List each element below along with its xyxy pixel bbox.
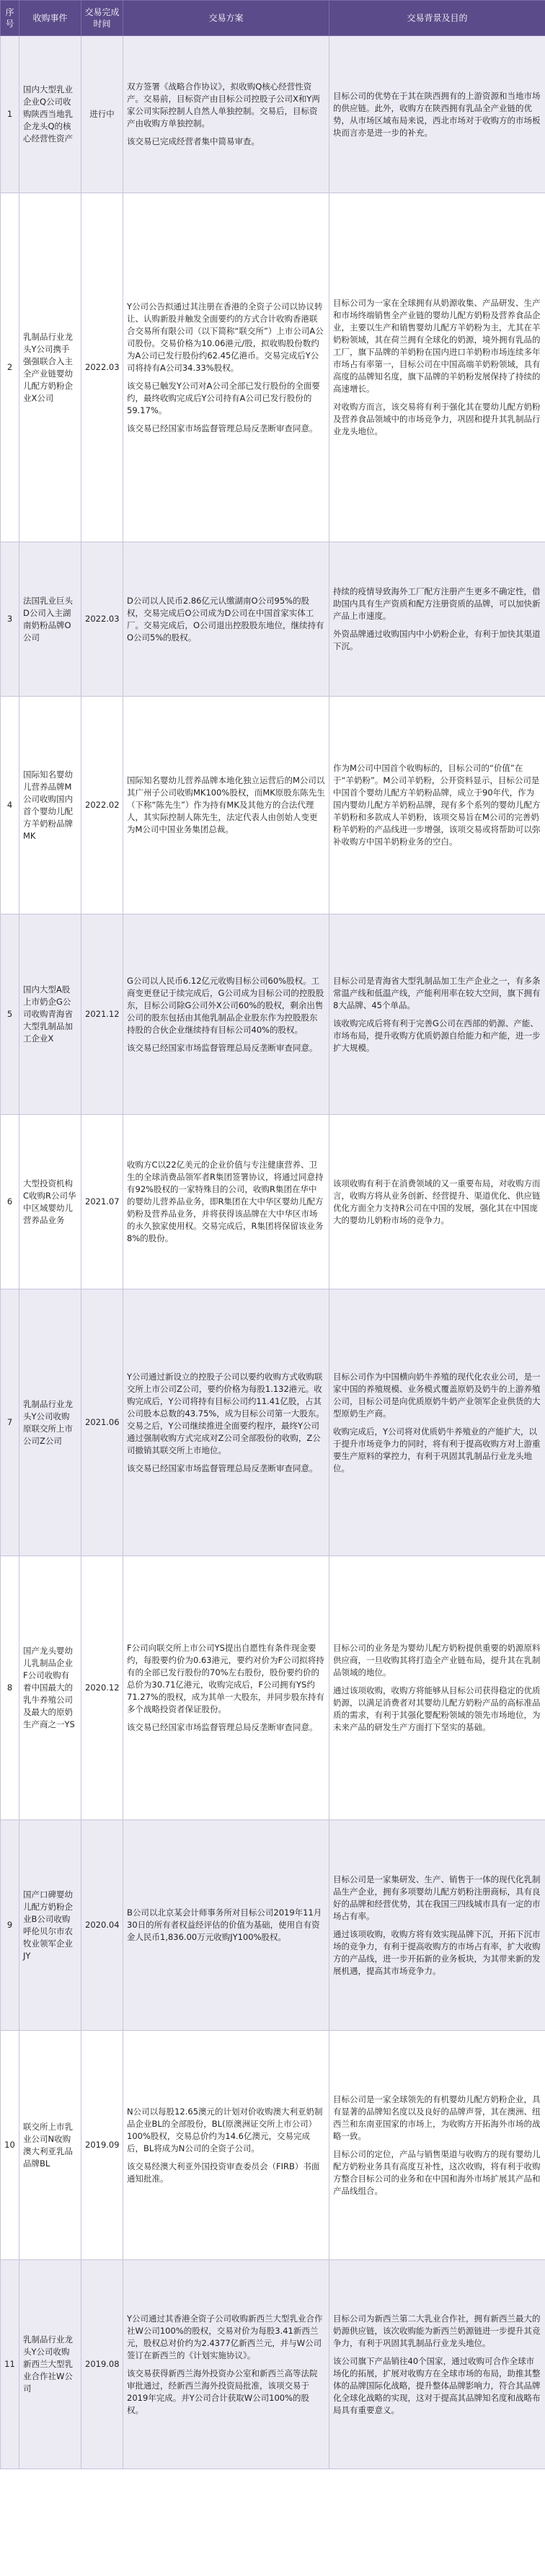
plan-paragraph: 该交易已经国家市场监督管理总局反垄断审查同意。 — [127, 423, 318, 433]
row-number: 4 — [1, 697, 19, 914]
deal-plan — [123, 193, 329, 542]
completion-time: 2022.03 — [81, 193, 123, 542]
table-row — [1, 193, 545, 542]
plan-paragraph: F公司向联交所上市公司YS提出自愿性有条件现金要约，每股要约价为0.63港元，要约对价为F公司拟将持有的全部已发行股份的70%左右股份，股份要约价的总价为30.71亿港元，收购完成后，F公司拥有YS约71.27%的股权，成为其单一大股东，并同步股东持有多个战略投资者保证股份。 — [127, 1643, 324, 1714]
deal-background — [329, 697, 545, 914]
deal-plan — [123, 2031, 329, 2260]
row-number: 6 — [1, 1115, 19, 1289]
deal-background — [329, 193, 545, 542]
acquisition-event: 国际知名婴幼儿营养品牌M公司收购国内首个婴幼儿配方羊奶粉品牌MK — [19, 697, 81, 914]
deal-plan — [123, 1556, 329, 1820]
background-paragraph: 目标公司是一家集研发、生产、销售于一体的现代化乳制品生产企业，拥有多项婴幼儿配方奶粉注册商标，具有良好的品牌和经营优势，其在我国三四线城市具有一定的市场占有率。 — [333, 1874, 541, 1921]
deal-plan — [123, 542, 329, 697]
header-event: 收购事件 — [19, 1, 81, 36]
background-paragraph: 该收购完成后将有利于完善G公司在西部的奶源、产能、市场布局，提升收购方优质奶源自给能力和产能，进一步扩大规模。 — [333, 1018, 541, 1053]
background-paragraph: 作为M公司中国首个收购标的，目标公司的“价值”在于“羊奶粉”。M公司羊奶粉，公开资料显示，目标公司是中国首个婴幼儿配方羊奶粉品牌，成立于90年代，作为国内婴幼儿配方羊奶粉品牌，现有多个系列的婴幼儿配方羊奶粉和多款成人羊奶粉，该项交易旨在M公司的完善奶粉羊奶粉的产品线进一步增强，该项交易或将帮助可以弥补收购方中国羊奶粉业务的空白。 — [333, 763, 541, 847]
deal-background — [329, 1289, 545, 1556]
background-paragraph: 目标公司为新西兰第二大乳业合作社，拥有新西兰最大的奶源供应链，该次收购能为新西兰奶源链进一步提升其竞争力，有利于巩固其乳制品行业龙头地位。 — [333, 2313, 541, 2348]
deal-background — [329, 36, 545, 193]
deal-background — [329, 914, 545, 1115]
acquisition-event: 乳制品行业龙头Y公司携手强强联合入主全产业链婴幼儿配方奶粉企业X公司 — [19, 193, 81, 542]
background-paragraph: 目标公司的优势在于其在陕西拥有的上游资源和当地市场的供应链。此外，收购方在陕西拥有乳品全产业链的优势，从市场区域布局来说，西北市场对于收购方的市场板块而言亦是进一步的补充。 — [333, 90, 541, 138]
completion-time: 2020.04 — [81, 1820, 123, 2031]
table-row — [1, 542, 545, 697]
row-number: 9 — [1, 1820, 19, 2031]
plan-paragraph: 该交易已经国家市场监督管理总局反垄断审查同意。 — [127, 1722, 318, 1732]
acquisition-event: 国内大型乳业企业Q公司收购陕西当地乳企龙头Q的核心经营性资产 — [19, 36, 81, 193]
row-number: 8 — [1, 1556, 19, 1820]
plan-paragraph: G公司以人民币6.12亿元收购目标公司60%股权。工商变更登记于续完成后，G公司成为目标公司的控股股东，目标公司除G公司外X公司60%的股权，剩余出售公司的股东包括由其他乳制品企业股东作为控股股东持股的合伙企业继续持有目标公司40%的股权。 — [127, 975, 324, 1035]
plan-paragraph: 该交易经澳大利亚外国投资审查委员会（FIRB）书面通知批准。 — [127, 2161, 320, 2184]
deal-plan — [123, 1289, 329, 1556]
background-paragraph: 目标公司为一家在全球拥有从奶源收集、产品研发、生产和市场终端销售全产业链的婴幼儿配方奶粉及营养食品企业，主要以生产和销售婴幼儿配方羊奶粉为主，尤其在羊奶粉领域，其在荷兰拥有全球化的奶源，境外拥有乳品的工厂，旗下品牌的羊奶粉在国内进口羊奶粉市场连续多年市场占有率第一，目标公司在中国高端羊奶粉领域，具有高度的品牌知名度，旗下品牌的羊奶粉发展保持了持续的高速增长。 — [333, 298, 541, 394]
deal-background — [329, 2031, 545, 2260]
completion-time: 2022.02 — [81, 697, 123, 914]
acquisition-event: 乳制品行业龙头Y公司收购新西兰大型乳业合作社W公司 — [19, 2260, 81, 2469]
row-number: 10 — [1, 2031, 19, 2260]
acquisition-event: 法国乳业巨头D公司入主湖南奶粉品牌O公司 — [19, 542, 81, 697]
table-header-row — [1, 1, 545, 36]
header-time: 交易完成时间 — [81, 1, 123, 36]
header-num: 序号 — [1, 1, 19, 36]
completion-time: 2020.12 — [81, 1556, 123, 1820]
deal-background — [329, 542, 545, 697]
plan-paragraph: N公司以每股12.65澳元的计划对价收购澳大利亚奶制品企业BL的全部股份，BL(原澳洲证交所上市公司）100%股权，交易总价约为14.6亿澳元，交易完成后，BL将成为N公司的全资子公司。 — [127, 2106, 323, 2153]
deal-plan — [123, 1115, 329, 1289]
background-paragraph: 目标公司的业务是为婴幼儿配方奶粉提供重要的奶源原料供应商，一旦收购其将打造全产业链布局，提升其在乳制品领域的地位。 — [333, 1643, 541, 1677]
background-paragraph: 目标公司作为中国横向奶牛养殖的现代化农业公司，是一家中国的养殖规模、业务模式覆盖原奶及奶牛的上游养殖公司，目标公司是向优质原奶牛奶产业领军企业供货的大型原奶生产商。 — [333, 1371, 541, 1419]
background-paragraph: 通过该项收购，收购方将有效实现品牌下沉，开拓下沉市场的竞争力，有利于提高收购方的市场占有率，扩大收购方的产品线，进一步开拓新的业务板块，为其带来新的发展机遇，提高其市场竞争力。 — [333, 1928, 541, 1976]
table-row — [1, 1115, 545, 1289]
completion-time: 2019.08 — [81, 2260, 123, 2469]
table-row — [1, 914, 545, 1115]
acquisition-event: 大型投资机构C收购R公司华中区域婴幼儿营养品业务 — [19, 1115, 81, 1289]
background-paragraph: 对收购方而言，该交易将有利于强化其在婴幼儿配方奶粉及营养食品领域中的市场竞争力，巩固和提升其乳制品行业龙头地位。 — [333, 402, 541, 436]
completion-time: 2021.06 — [81, 1289, 123, 1556]
completion-time: 2021.12 — [81, 914, 123, 1115]
background-paragraph: 该项收购有利于在消费领域的又一重要布局，对收购方而言，收购方将从业务创新、经营提升、渠道优化、供应链优化方面全力支持R公司在中国的发展，强化其在中国庞大的婴幼儿奶粉市场的竞争力。 — [333, 1178, 541, 1225]
deal-plan — [123, 697, 329, 914]
completion-time: 2022.03 — [81, 542, 123, 697]
completion-time: 2021.07 — [81, 1115, 123, 1289]
plan-paragraph: 收购方C以22亿美元的企业价值与专注健康营养、卫生的全球消费品领军者R集团签署协议，将通过同意持有92%股权的一家特殊目的公司，收购R集团在华中的婴幼儿营养品业务，即R集团在大中华区婴幼儿配方奶粉及营养品业务，并将获得该品牌在大中华区市场的永久独家使用权。交易完成后，R集团将保留该业务8%的股份。 — [127, 1160, 324, 1243]
row-number: 1 — [1, 36, 19, 193]
acquisition-event: 联交所上市乳业公司N收购澳大利亚乳品品牌BL — [19, 2031, 81, 2260]
deal-background — [329, 1820, 545, 2031]
background-paragraph: 外资品牌通过收购国内中小奶粉企业，有利于加快其渠道下沉。 — [333, 629, 541, 651]
row-number: 2 — [1, 193, 19, 542]
plan-paragraph: 该交易已触发Y公司对A公司全部已发行股份的全面要约，最终收购完成后Y公司持有A公司已发行股份的59.17%。 — [127, 380, 320, 415]
background-paragraph: 持续的疫情导致海外工厂配方注册产生更多不确定性，借助国内具有生产资质和配方注册资质的品牌，可以加快新产品上市速度。 — [333, 586, 541, 621]
acquisition-event: 国产龙头婴幼儿乳制品企业F公司收购有着中国最大的乳牛养殖公司及最大的原奶生产商之一YS — [19, 1556, 81, 1820]
deal-background — [329, 1115, 545, 1289]
header-background: 交易背景及目的 — [329, 1, 545, 36]
table-row — [1, 1820, 545, 2031]
plan-paragraph: D公司以人民币2.86亿元认缴湖南O公司95%的股权，交易完成后O公司成为D公司在中国首家实体工厂。交易完成后，O公司退出控股股东地位，继续持有O公司5%的股权。 — [127, 595, 324, 643]
table-row — [1, 1289, 545, 1556]
background-paragraph: 目标公司的定位，产品与销售渠道与收购方的现有婴幼儿配方奶粉业务具有高度互补性，这次收购，将有利于收购方整合目标公司的业务和在中国和海外市场扩展其产品和产品线组合。 — [333, 2148, 541, 2196]
plan-paragraph: 该交易已经国家市场监督管理总局反垄断审查同意。 — [127, 1463, 318, 1473]
table-row — [1, 2031, 545, 2260]
background-paragraph: 收购完成后，Y公司将对优质奶牛养殖业的产能扩大，以于提升市场竞争力的同时，将有利于提高收购方对上游重要生产原料的掌控力，有利于巩固其乳制品行业龙头地位。 — [333, 1426, 541, 1473]
row-number: 5 — [1, 914, 19, 1115]
deal-background — [329, 2260, 545, 2469]
acquisition-event: 乳制品行业龙头Y公司收购原联交所上市公司Z公司 — [19, 1289, 81, 1556]
table-row — [1, 2260, 545, 2469]
acquisition-event: 国内大型A股上市奶企G公司收购青海省大型乳制品加工企业X — [19, 914, 81, 1115]
background-paragraph: 目标公司是一家全球领先的有机婴幼儿配方奶粉企业，具有显著的品牌知名度以及良好的品牌声誉，其在澳洲、纽西兰和东南亚国家的市场上，为收购方开拓海外市场的战略一致。 — [333, 2094, 541, 2141]
plan-paragraph: Y公司通过其香港全资子公司收购新西兰大型乳业合作社W公司100%的股权，交易对价为每股3.41新西兰元，股权总对价约为2.4377亿新西兰元，并与W公司签订在新西兰的《计划实施协议》。 — [127, 2313, 323, 2360]
plan-paragraph: 双方签署《战略合作协议》，拟收购Q核心经营性资产。交易前，目标资产由目标公司控股子公司X和Y两家公司实际控制人自然人单独控制。交易后，目标资产由收购方单独控制。 — [127, 81, 320, 128]
table-row — [1, 1556, 545, 1820]
plan-paragraph: 该交易已完成经营者集中简易审查。 — [127, 136, 260, 146]
completion-time: 2019.09 — [81, 2031, 123, 2260]
plan-paragraph: B公司以北京某会计师事务所对目标公司2019年11月30日的所有者权益经评估的价值为基础，使用自有资金人民币1,836.00万元收购JY100%股权。 — [127, 1907, 322, 1942]
acquisition-event: 国产口碑婴幼儿配方奶粉企业B公司收购呼伦贝尔市农牧业领军企业JY — [19, 1820, 81, 2031]
plan-paragraph: 国际知名婴幼儿营养品牌本地化独立运营后的M公司以其广州子公司收购MK100%股权，而MK原股东陈先生（下称“陈先生”）作为持有MK及其他方的合法代理人，其实际控制人陈先生，法定代表人由创始人变更为M公司中国业务集团总裁。 — [127, 775, 325, 834]
table-row — [1, 36, 545, 193]
table-row — [1, 697, 545, 914]
deal-plan — [123, 1820, 329, 2031]
plan-paragraph: Y公司通过新设立的控股子公司以要约收购方式收购联交所上市公司Z公司，要约价格为每股1.132港元。收购完成后，Y公司将持有目标公司约11.41亿股，占其公司股本总数的43.75%，成为目标公司第一大股东。交易之后，Y公司继续推进全面要约程序，最终Y公司通过强制收购方式完成对Z公司全部股份的收购，Z公司撤销其联交所上市地位。 — [127, 1371, 324, 1455]
deal-plan — [123, 36, 329, 193]
background-paragraph: 目标公司是青海省大型乳制品加工生产企业之一，有多条常温产线和低温产线，产能利用率在较大空间，旗下拥有8大品牌、45个单品。 — [333, 975, 541, 1010]
row-number: 3 — [1, 542, 19, 697]
plan-paragraph: Y公司公告拟通过其注册在香港的全资子公司以协议转让、认购新股并触发全面要约的方式合计收购香港联合交易所有限公司（以下简称“联交所”）上市公司A公司股份。交易价格为10.06港元/股，拟收购股份数约为A公司已发行股份约62.45亿港币。交易完成后Y公司将持有A公司34.33%股权。 — [127, 301, 324, 373]
row-number: 7 — [1, 1289, 19, 1556]
background-paragraph: 通过该项收购，收购方将能够从目标公司获得稳定的优质奶源，以满足消费者对其婴幼儿配方奶粉产品的高标准品质的需求，有利于其强化婴配粉领域的领先市场地位，为未来产品的研发生产方面打下坚实的基础。 — [333, 1685, 541, 1732]
plan-paragraph: 该交易已经国家市场监督管理总局反垄断审查同意。 — [127, 1042, 318, 1053]
completion-time: 进行中 — [81, 36, 123, 193]
header-plan: 交易方案 — [123, 1, 329, 36]
row-number: 11 — [1, 2260, 19, 2469]
background-paragraph: 该公司旗下产品销往40个国家，通过收购可合作全球市场化的拓展，扩展对收购方在全球市场的布局，助推其整体的品牌国际化战略，提升整体品牌影响力，符合其品牌化全球化战略的实现，这对于提高其品牌知名度和战略布局具有重要意义。 — [333, 2355, 541, 2415]
deal-plan — [123, 2260, 329, 2469]
plan-paragraph: 该交易获得新西兰海外投资办公室和新西兰高等法院审批通过，经新西兰海外投资局批准，该项交易于2019年完成。并Y公司合计获取W公司100%的股权。 — [127, 2368, 318, 2415]
deal-background — [329, 1556, 545, 1820]
deal-plan — [123, 914, 329, 1115]
